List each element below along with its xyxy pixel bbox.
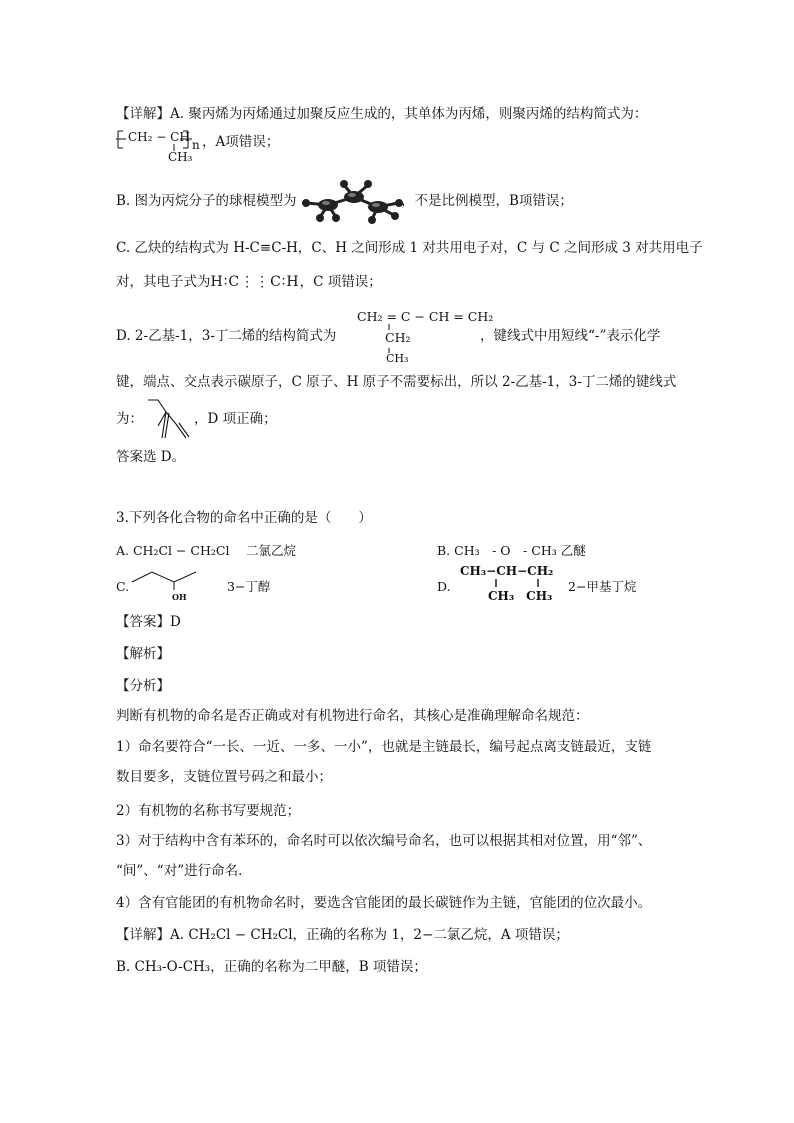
detail-a-suffix: ，A项错误； xyxy=(202,134,280,150)
option-d-bottom: CH₃ CH₃ xyxy=(488,589,553,603)
answer: 【答案】D xyxy=(116,614,181,630)
option-d-top: CH₃−CH−CH₂ xyxy=(460,564,554,578)
polymer-main-chain: CH₂ − CH xyxy=(128,130,190,144)
option-c-label: C. xyxy=(116,579,130,594)
detail-d-line2: 键，端点、交点表示碳原子，C 原子、H 原子不需要标出，所以 2-乙基-1，3-丁二烯的键线式 xyxy=(116,374,677,390)
previous-answer: 答案选 D。 xyxy=(116,449,186,465)
struct-bot: CH₃ xyxy=(386,352,409,365)
analysis-line: 3）对于结构中含有苯环的，命名时可以依次编号命名，也可以根据其相对位置，用“邻”、 xyxy=(116,833,652,849)
propane-ball-stick-model xyxy=(298,179,408,225)
detail-b-prefix: B. 图为丙烷分子的球棍模型为 xyxy=(116,193,297,209)
analysis-line: “间”、“对”进行命名． xyxy=(116,863,252,879)
detail-b-suffix: ，不是比例模型，B项错误； xyxy=(401,193,573,209)
polymer-n: n xyxy=(192,138,200,152)
detail-d-suffix: ，键线式中用短线“-”表示化学 xyxy=(480,328,661,344)
option-d-label: D. xyxy=(437,579,451,594)
analysis-line: 数目要多，支链位置号码之和最小； xyxy=(116,769,332,785)
struct-mid: CH₂ xyxy=(385,330,411,345)
analysis-line: 1）命名要符合“一长、一近、一多、一小”，也就是主链最长，编号起点离支链最近，支链 xyxy=(116,739,652,755)
option-d-name: 2−甲基丁烷 xyxy=(568,579,637,594)
question3-stem: 3.下列各化合物的命名中正确的是（ ） xyxy=(116,510,372,526)
acetylene-electron-formula: H∶C⋮⋮C∶H xyxy=(210,274,300,290)
detail-c-line1: C. 乙炔的结构式为 H-C≡C-H，C、H 之间形成 1 对共用电子对，C 与 C 之间形成 3 对共用电子 xyxy=(116,240,703,256)
analysis-title: 【解析】 xyxy=(116,646,170,662)
skeletal-formula xyxy=(146,396,192,440)
detail3-b: B. CH₃-O-CH₃，正确的名称为二甲醚，B 项错误； xyxy=(116,959,427,975)
analysis-line: 判断有机物的命名是否正确或对有机物进行命名，其核心是准确理解命名规范： xyxy=(116,708,589,724)
struct-top: CH₂ = C − CH = CH₂ xyxy=(357,309,494,324)
butanol-skeletal xyxy=(130,566,210,592)
detail-a-text: 【详解】A. 聚丙烯为丙烯通过加聚反应生成的，其单体为丙烯，则聚丙烯的结构简式为： xyxy=(116,106,648,122)
analysis-line: 2）有机物的名称书写要规范； xyxy=(116,803,301,819)
fenxi-title: 【分析】 xyxy=(116,678,170,694)
detail-d-line3-suffix: ，D 项正确； xyxy=(194,411,277,427)
detail-c-prefix: 对，其电子式为 xyxy=(116,274,211,290)
option-c-oh: OH xyxy=(172,592,187,602)
detail-c-suffix: ，C 项错误； xyxy=(299,274,382,290)
analysis-line: 4）含有官能团的有机物命名时，要选含官能团的最长碳链作为主链，官能团的位次最小。 xyxy=(116,895,652,911)
detail-d-line3-prefix: 为： xyxy=(116,411,143,427)
option-c-name: 3−丁醇 xyxy=(227,579,271,594)
option-a: A. CH₂Cl − CH₂Cl 二氯乙烷 xyxy=(116,543,296,558)
detail-d-prefix: D. 2-乙基-1，3-丁二烯的结构简式为 xyxy=(116,328,337,344)
detail3-a: 【详解】A. CH₂Cl − CH₂Cl，正确的名称为 1，2−二氯乙烷，A 项错误； xyxy=(116,927,569,943)
detail-c-line2 xyxy=(116,272,382,292)
polymer-methyl: CH₃ xyxy=(168,150,193,164)
option-b: B. CH₃ - O - CH₃ 乙醚 xyxy=(437,543,586,558)
